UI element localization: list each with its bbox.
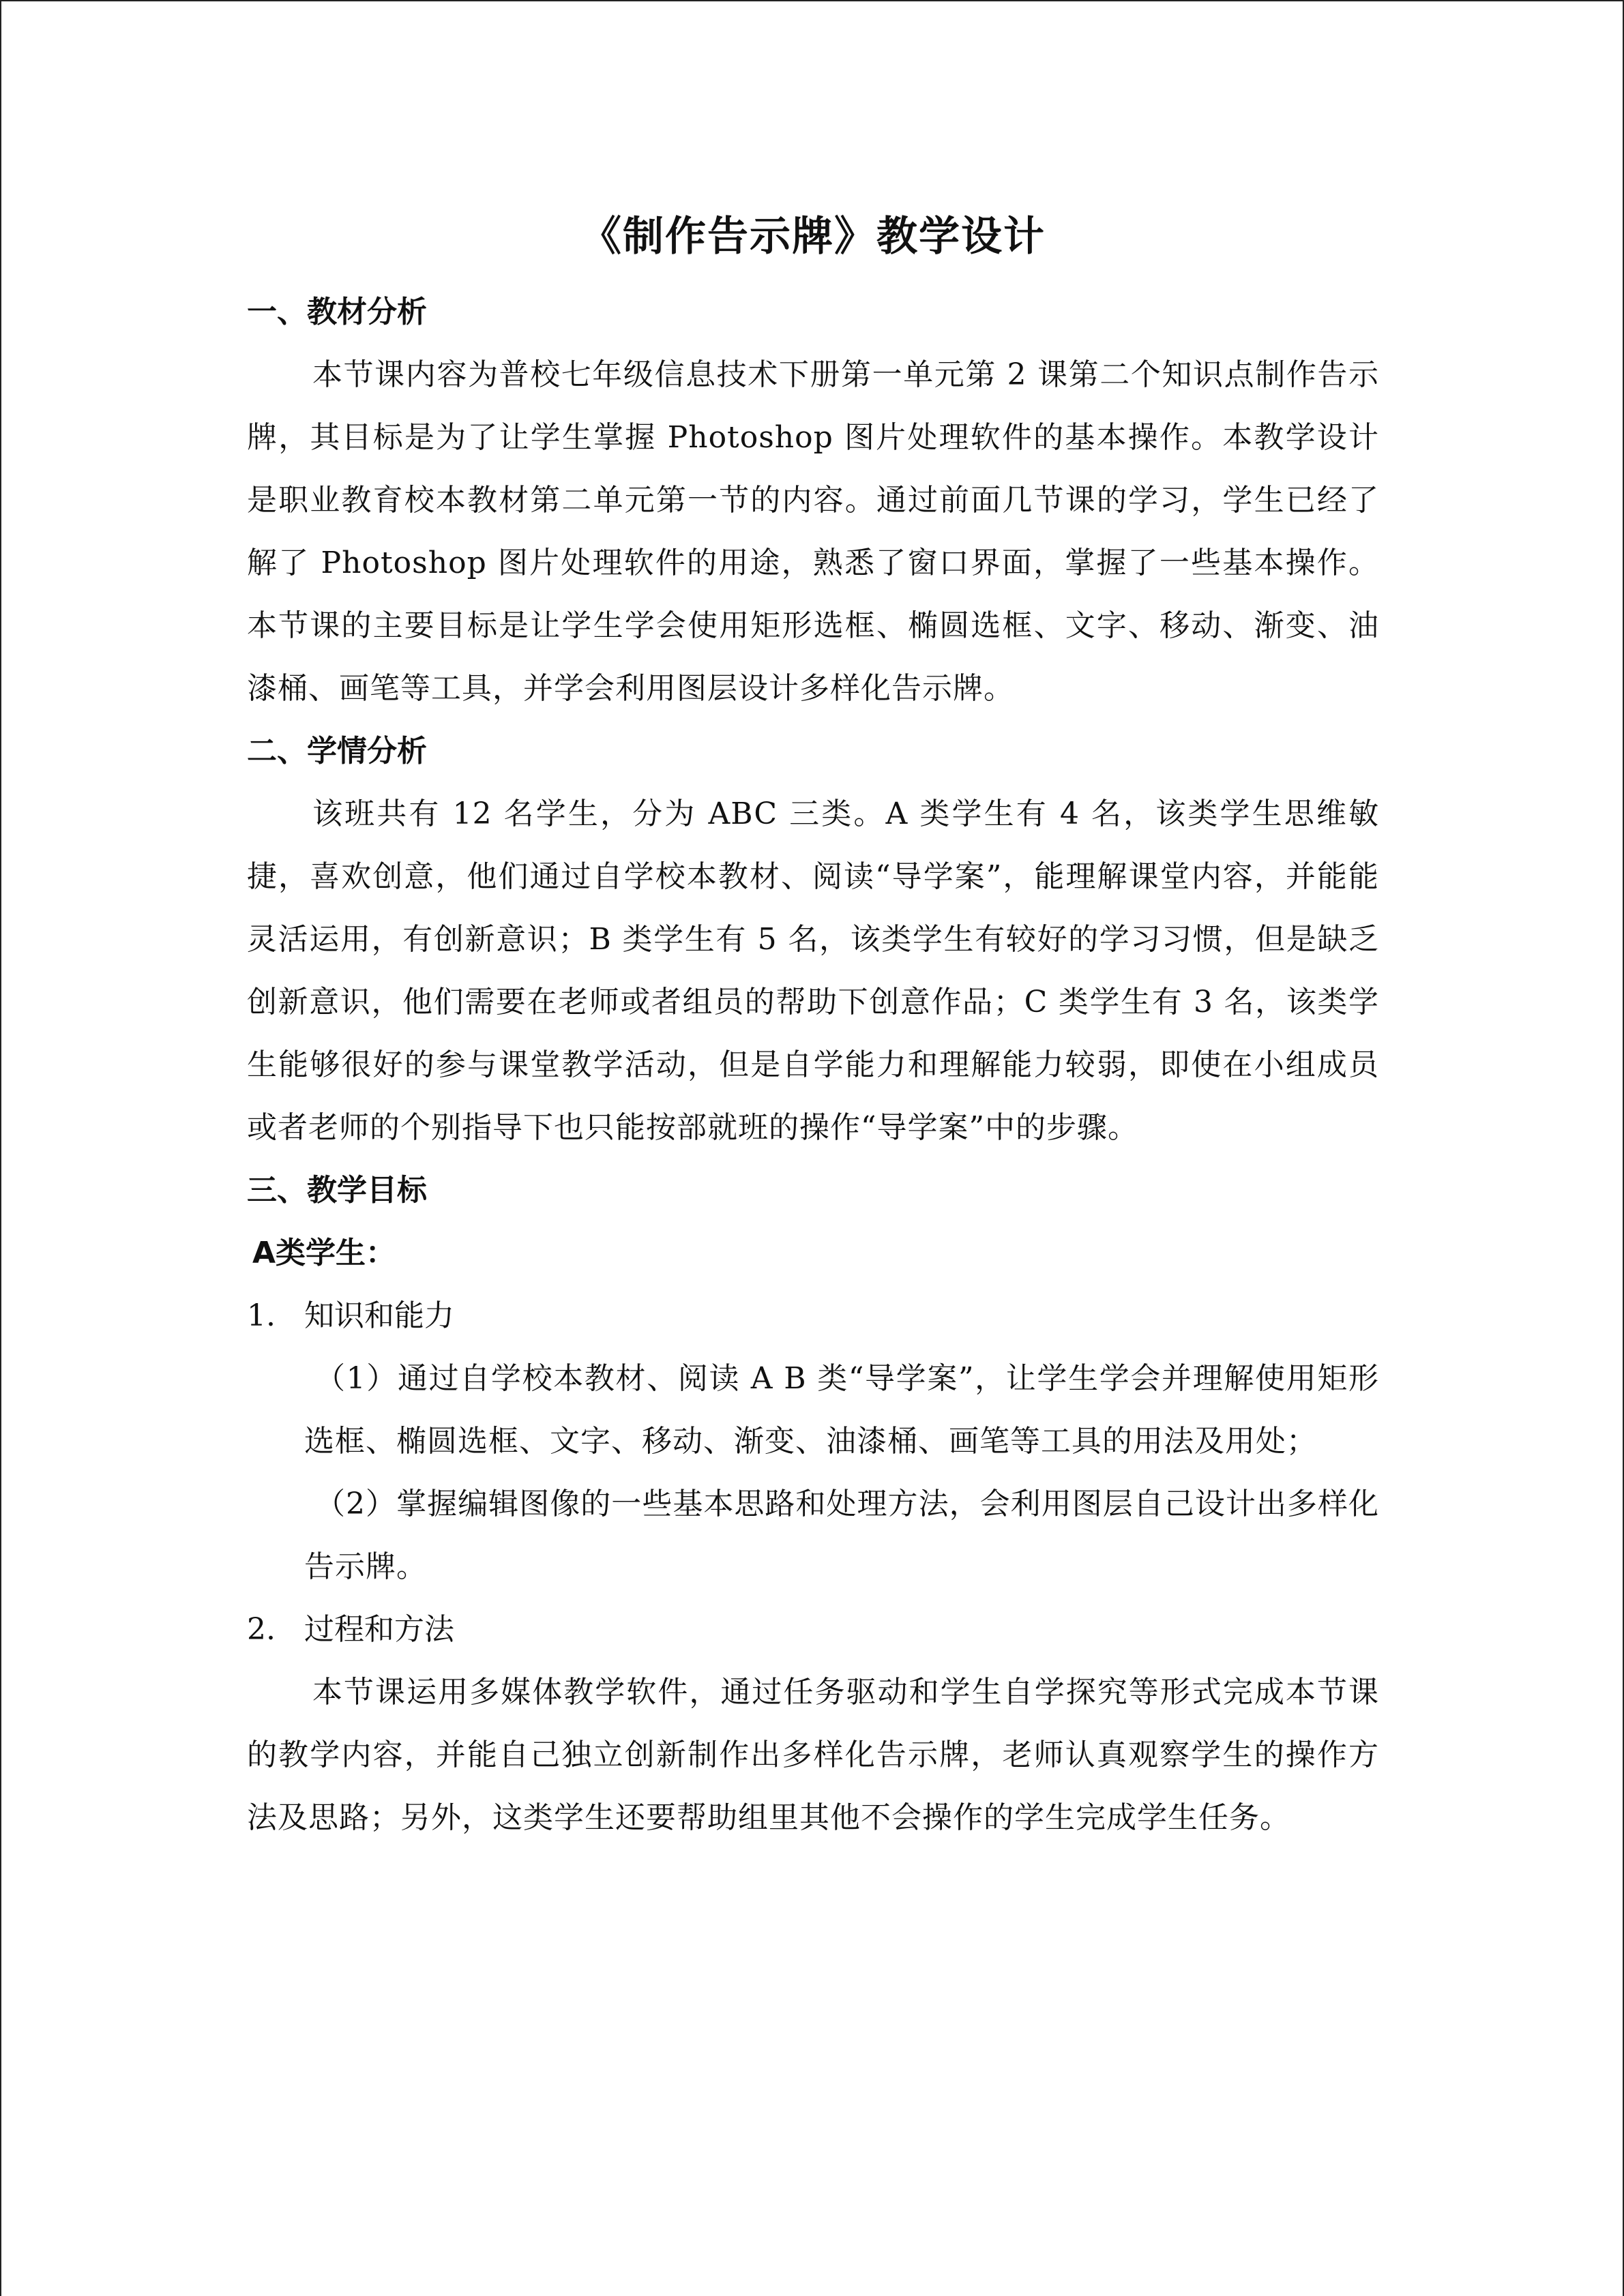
document-body	[247, 206, 1379, 1849]
goal-item-number: 1.	[247, 1298, 276, 1333]
goal-process-paragraph: 本节课运用多媒体教学软件，通过任务驱动和学生自学探究等形式完成本节课的教学内容，并能自己独立创新制作出多样化告示牌，老师认真观察学生的操作方法及思路；另外，这类学生还要帮助组里其他不会操作的学生完成学生任务。	[247, 1675, 1379, 1835]
goal-item-knowledge	[247, 1285, 1379, 1347]
goal-point-2	[304, 1473, 1379, 1598]
goal-item-label: 过程和方法	[304, 1612, 454, 1647]
goal-item-process	[247, 1598, 1379, 1661]
goal-point-1	[304, 1347, 1379, 1473]
section-paragraph-textbook-analysis: 本节课内容为普校七年级信息技术下册第一单元第 2 课第二个知识点制作告示牌，其目标是为了让学生掌握 Photoshop 图片处理软件的基本操作。本教学设计是职业教育校本教材第二单元第一节的内容。通过前面几节课的学习，学生已经了解了 Photoshop 图片处理软件的用途，熟悉了窗口界面，掌握了一些基本操作。本节课的主要目标是让学生学会使用矩形选框、椭圆选框、文字、移动、渐变、油漆桶、画笔等工具，并学会利用图层设计多样化告示牌。	[247, 357, 1379, 706]
document-title: 《制作告示牌》教学设计	[580, 213, 1046, 260]
goal-item-number: 2.	[247, 1612, 276, 1647]
section-paragraph-student-analysis: 该班共有 12 名学生，分为 ABC 三类。A 类学生有 4 名，该类学生思维敏捷，喜欢创意，他们通过自学校本教材、阅读“导学案”，能理解课堂内容，并能能灵活运用，有创新意识；B 类学生有 5 名，该类学生有较好的学习习惯，但是缺乏创新意识，他们需要在老师或者组员的帮助下创意作品；C 类学生有 3 名，该类学生能够很好的参与课堂教学活动，但是自学能力和理解能力较弱，即使在小组成员或者老师的个别指导下也只能按部就班的操作“导学案”中的步骤。	[247, 796, 1379, 1145]
goal-point-text: （2）掌握编辑图像的一些基本思路和处理方法，会利用图层自己设计出多样化告示牌。	[304, 1487, 1379, 1584]
goal-item-label: 知识和能力	[304, 1298, 454, 1333]
section-heading-teaching-goals: 三、教学目标	[247, 1173, 427, 1208]
section-heading-student-analysis: 二、学情分析	[247, 734, 427, 769]
goal-point-text: （1）通过自学校本教材、阅读 A B 类“导学案”，让学生学会并理解使用矩形选框、椭圆选框、文字、移动、渐变、油漆桶、画笔等工具的用法及用处；	[304, 1361, 1379, 1459]
subheading-class-a: A类学生：	[252, 1236, 396, 1270]
section-heading-textbook-analysis: 一、教材分析	[247, 295, 427, 329]
